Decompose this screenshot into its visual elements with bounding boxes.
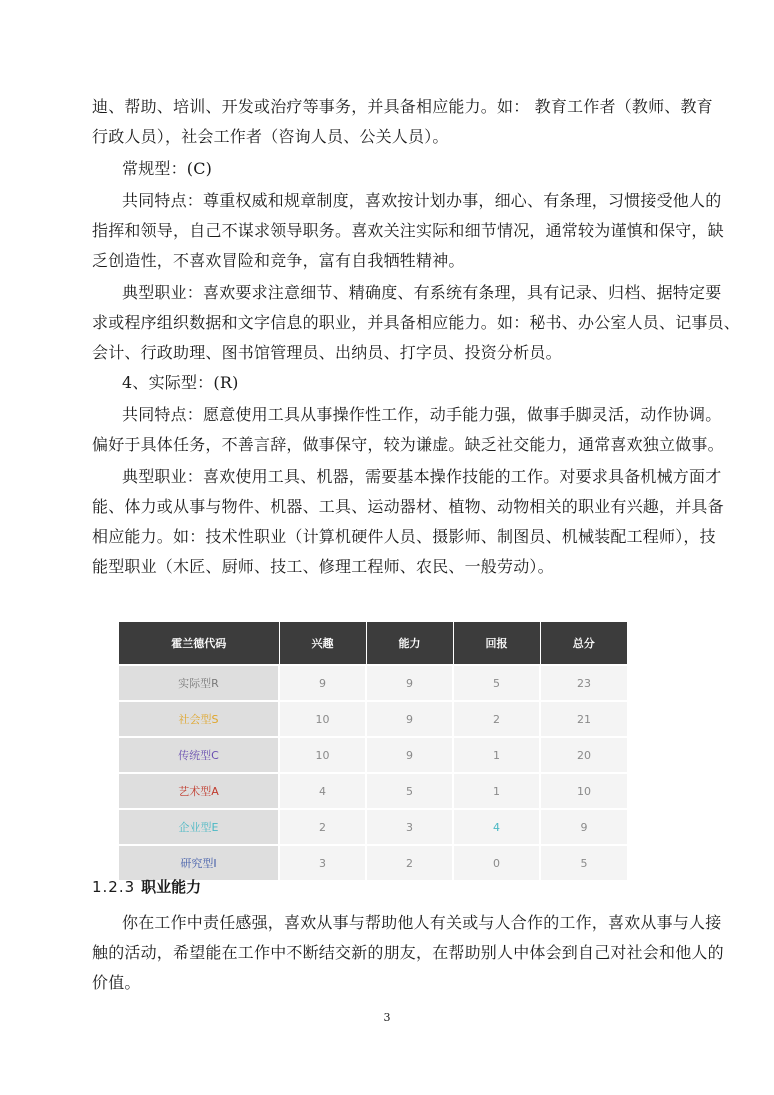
ability-cell: 9 bbox=[366, 737, 453, 773]
table-row bbox=[119, 737, 627, 773]
holland-code-cell: 传统型C bbox=[119, 737, 279, 773]
ability-cell: 5 bbox=[366, 773, 453, 809]
ability-cell: 9 bbox=[366, 701, 453, 737]
section-number: 1.2.3 bbox=[92, 878, 136, 896]
header-holland-code: 霍兰德代码 bbox=[119, 622, 279, 665]
total-cell: 23 bbox=[540, 665, 627, 701]
paragraph-line: 求或程序组织数据和文字信息的职业，并具备相应能力。如：秘书、办公室人员、记事员、 bbox=[92, 313, 741, 332]
paragraph-line: 价值。 bbox=[92, 973, 141, 992]
total-cell: 21 bbox=[540, 701, 627, 737]
ability-cell: 2 bbox=[366, 845, 453, 880]
interest-cell: 2 bbox=[279, 809, 366, 845]
total-cell: 20 bbox=[540, 737, 627, 773]
paragraph-line: 共同特点：尊重权威和规章制度，喜欢按计划办事，细心、有条理，习惯接受他人的 bbox=[122, 191, 722, 210]
header-total: 总分 bbox=[540, 622, 627, 665]
header-ability: 能力 bbox=[366, 622, 453, 665]
paragraph-line: 能、体力或从事与物件、机器、工具、运动器材、植物、动物相关的职业有兴趣，并具备 bbox=[92, 497, 724, 516]
table-header-row bbox=[119, 622, 627, 665]
reward-cell: 4 bbox=[453, 809, 540, 845]
section-heading bbox=[92, 877, 201, 897]
reward-cell: 0 bbox=[453, 845, 540, 880]
holland-code-cell: 社会型S bbox=[119, 701, 279, 737]
paragraph-line: 行政人员），社会工作者（咨询人员、公关人员）。 bbox=[92, 127, 449, 146]
table-row bbox=[119, 845, 627, 880]
holland-code-cell: 研究型I bbox=[119, 845, 279, 880]
interest-cell: 9 bbox=[279, 665, 366, 701]
reward-cell: 1 bbox=[453, 737, 540, 773]
paragraph-line: 偏好于具体任务，不善言辞，做事保守，较为谦虚。缺乏社交能力，通常喜欢独立做事。 bbox=[92, 435, 724, 454]
reward-cell: 1 bbox=[453, 773, 540, 809]
type-heading-realistic: 4、实际型：(R) bbox=[122, 373, 239, 392]
paragraph-line: 相应能力。如：技术性职业（计算机硬件人员、摄影师、制图员、机械装配工程师），技 bbox=[92, 527, 716, 546]
total-cell: 10 bbox=[540, 773, 627, 809]
paragraph-line: 共同特点：愿意使用工具从事操作性工作，动手能力强，做事手脚灵活，动作协调。 bbox=[122, 405, 722, 424]
paragraph-line: 乏创造性，不喜欢冒险和竞争，富有自我牺牲精神。 bbox=[92, 251, 465, 270]
paragraph-line: 会计、行政助理、图书馆管理员、出纳员、打字员、投资分析员。 bbox=[92, 343, 562, 362]
holland-code-cell: 艺术型A bbox=[119, 773, 279, 809]
interest-cell: 4 bbox=[279, 773, 366, 809]
holland-code-cell: 实际型R bbox=[119, 665, 279, 701]
holland-code-cell: 企业型E bbox=[119, 809, 279, 845]
header-interest: 兴趣 bbox=[279, 622, 366, 665]
paragraph-line: 能型职业（木匠、厨师、技工、修理工程师、农民、一般劳动）。 bbox=[92, 557, 554, 576]
table-row bbox=[119, 773, 627, 809]
interest-cell: 10 bbox=[279, 737, 366, 773]
table-row bbox=[119, 701, 627, 737]
paragraph-line: 典型职业：喜欢要求注意细节、精确度、有系统有条理，具有记录、归档、据特定要 bbox=[122, 283, 722, 302]
page-number: 3 bbox=[383, 1011, 391, 1024]
interest-cell: 10 bbox=[279, 701, 366, 737]
holland-code-table bbox=[119, 622, 627, 880]
paragraph-line: 你在工作中责任感强，喜欢从事与帮助他人有关或与人合作的工作，喜欢从事与人接 bbox=[122, 913, 722, 932]
paragraph-line: 迪、帮助、培训、开发或治疗等事务，并具备相应能力。如： 教育工作者（教师、教育 bbox=[92, 97, 713, 116]
type-heading-conventional: 常规型：(C) bbox=[122, 159, 213, 178]
ability-cell: 3 bbox=[366, 809, 453, 845]
total-cell: 5 bbox=[540, 845, 627, 880]
ability-cell: 9 bbox=[366, 665, 453, 701]
table-row bbox=[119, 809, 627, 845]
paragraph-line: 典型职业：喜欢使用工具、机器，需要基本操作技能的工作。对要求具备机械方面才 bbox=[122, 467, 722, 486]
total-cell: 9 bbox=[540, 809, 627, 845]
reward-cell: 2 bbox=[453, 701, 540, 737]
table-row bbox=[119, 665, 627, 701]
header-reward: 回报 bbox=[453, 622, 540, 665]
interest-cell: 3 bbox=[279, 845, 366, 880]
paragraph-line: 触的活动，希望能在工作中不断结交新的朋友，在帮助别人中体会到自己对社会和他人的 bbox=[92, 943, 724, 962]
section-title: 职业能力 bbox=[141, 878, 202, 896]
reward-cell: 5 bbox=[453, 665, 540, 701]
paragraph-line: 指挥和领导，自己不谋求领导职务。喜欢关注实际和细节情况，通常较为谨慎和保守，缺 bbox=[92, 221, 724, 240]
